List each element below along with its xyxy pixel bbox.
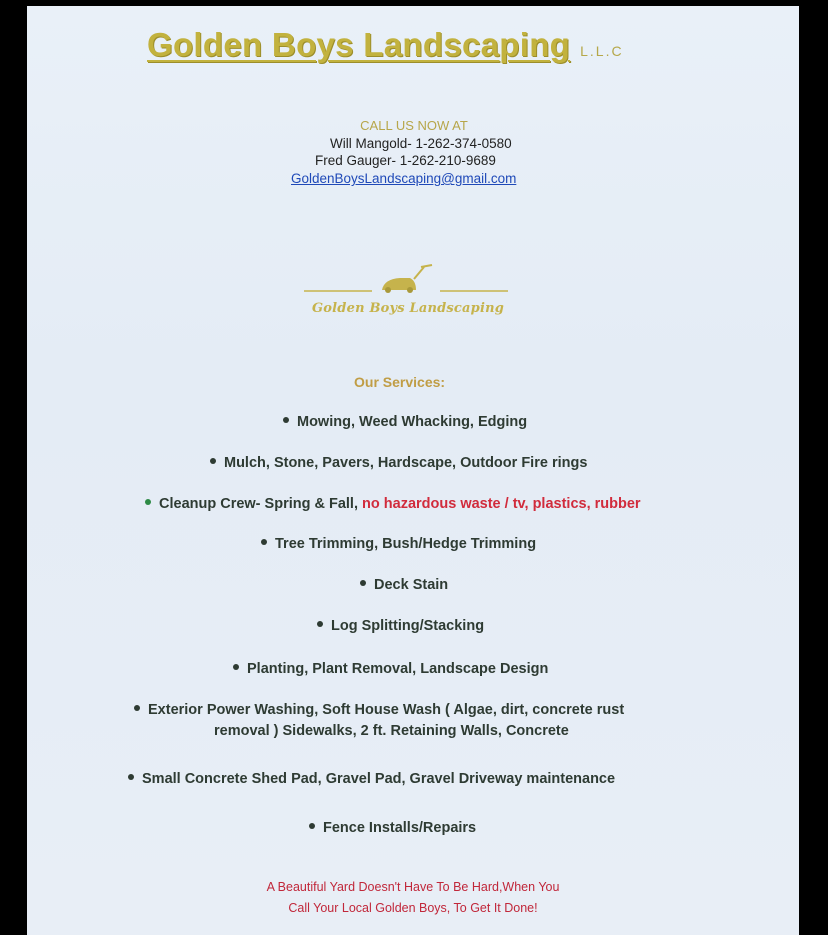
lawn-mower-icon xyxy=(300,261,520,301)
service-item xyxy=(210,455,587,471)
bullet-icon xyxy=(134,705,140,711)
closing-slogan xyxy=(27,877,799,919)
services-heading: Our Services: xyxy=(354,374,446,390)
contact-phone-fred: Fred Gauger- 1-262-210-9689 xyxy=(315,153,496,168)
bullet-icon xyxy=(261,539,267,545)
bullet-icon xyxy=(145,499,151,505)
service-item xyxy=(283,414,527,430)
service-text: Mulch, Stone, Pavers, Hardscape, Outdoor Fire rings xyxy=(224,455,588,471)
service-text: Deck Stain xyxy=(374,577,449,593)
service-text: Tree Trimming, Bush/Hedge Trimming xyxy=(275,536,537,552)
contact-phone-will: Will Mangold- 1-262-374-0580 xyxy=(330,136,512,151)
company-name: Golden Boys Landscaping xyxy=(147,26,571,63)
service-item xyxy=(317,618,484,634)
logo-text: Golden Boys Landscaping xyxy=(312,301,505,316)
closing-line-1: A Beautiful Yard Doesn't Have To Be Hard,When You xyxy=(266,880,560,894)
service-item xyxy=(128,771,615,787)
service-item xyxy=(134,700,624,742)
service-text-continued: removal ) Sidewalks, 2 ft. Retaining Walls, Concrete xyxy=(214,723,569,739)
bullet-icon xyxy=(233,664,239,670)
bullet-icon xyxy=(283,417,289,423)
bullet-icon xyxy=(210,458,216,464)
call-us-label: CALL US NOW AT xyxy=(360,118,468,133)
bullet-icon xyxy=(317,621,323,627)
flyer-page xyxy=(27,6,799,935)
service-text: Exterior Power Washing, Soft House Wash ( Algae, dirt, concrete rust xyxy=(148,702,625,718)
bullet-icon xyxy=(309,823,315,829)
service-item xyxy=(233,661,548,677)
company-suffix: L.L.C xyxy=(580,43,624,59)
company-header xyxy=(147,26,624,64)
service-item xyxy=(145,496,641,512)
service-item xyxy=(309,820,476,836)
contact-email-link[interactable]: GoldenBoysLandscaping@gmail.com xyxy=(291,171,517,186)
service-text: Planting, Plant Removal, Landscape Design xyxy=(247,661,549,677)
company-logo xyxy=(300,261,520,323)
closing-line-2: Call Your Local Golden Boys, To Get It Done! xyxy=(288,901,538,915)
service-text: Log Splitting/Stacking xyxy=(331,618,485,634)
service-warning-text: no hazardous waste / tv, plastics, rubber xyxy=(362,496,641,512)
service-item xyxy=(261,536,536,552)
service-item xyxy=(360,577,448,593)
service-text: Fence Installs/Repairs xyxy=(323,820,477,836)
service-text: Cleanup Crew- Spring & Fall, xyxy=(159,496,363,512)
bullet-icon xyxy=(360,580,366,586)
bullet-icon xyxy=(128,774,134,780)
service-text: Small Concrete Shed Pad, Gravel Pad, Gravel Driveway maintenance xyxy=(142,771,616,787)
service-text: Mowing, Weed Whacking, Edging xyxy=(297,414,528,430)
